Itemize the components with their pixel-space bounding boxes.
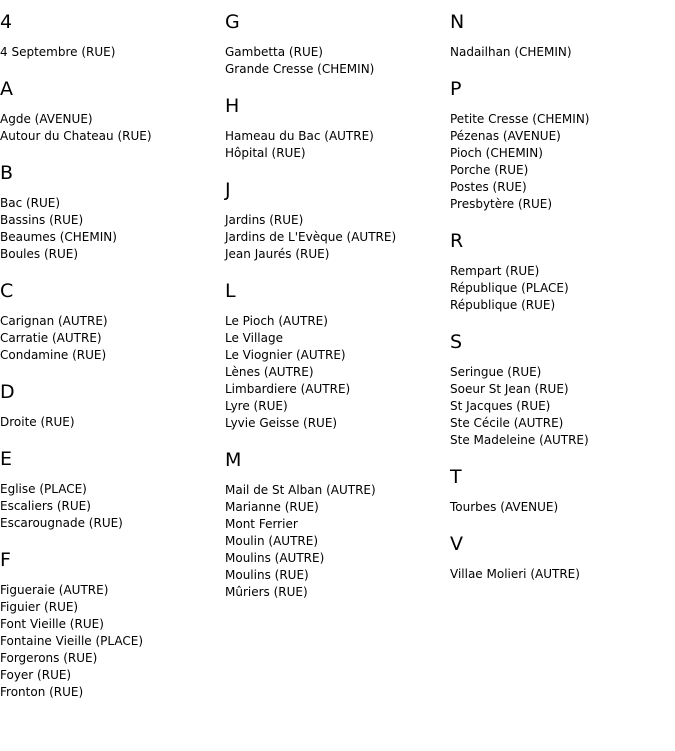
street-link[interactable]: Moulins (RUE) [225, 568, 309, 582]
street-list-item [225, 330, 445, 347]
street-link[interactable]: Le Viognier (AUTRE) [225, 348, 346, 362]
street-link[interactable]: Seringue (RUE) [450, 365, 542, 379]
street-link[interactable]: Postes (RUE) [450, 180, 527, 194]
street-link[interactable]: Fontaine Vieille (PLACE) [0, 634, 143, 648]
street-link[interactable]: Jardins (RUE) [225, 213, 304, 227]
letter-group [0, 10, 220, 61]
street-link[interactable]: Bac (RUE) [0, 196, 61, 210]
letter-group [225, 279, 445, 432]
street-list [450, 44, 670, 61]
street-list-item [0, 599, 220, 616]
street-list-item [225, 229, 445, 246]
street-list-item [450, 432, 670, 449]
street-link[interactable]: Foyer (RUE) [0, 668, 72, 682]
letter-group [450, 77, 670, 213]
letter-heading: G [225, 11, 240, 33]
letter-group [450, 465, 670, 516]
street-list-item [225, 347, 445, 364]
street-list [225, 313, 445, 432]
street-list-item [225, 61, 445, 78]
street-list-item [450, 398, 670, 415]
street-list [450, 111, 670, 213]
street-list [450, 364, 670, 449]
street-link[interactable]: Petite Cresse (CHEMIN) [450, 112, 590, 126]
street-list-item [0, 684, 220, 701]
street-link[interactable]: République (PLACE) [450, 281, 569, 295]
street-link[interactable]: 4 Septembre (RUE) [0, 45, 116, 59]
street-link[interactable]: Droite (RUE) [0, 415, 75, 429]
street-list-item [450, 566, 670, 583]
street-list-item [0, 313, 220, 330]
letter-group [450, 330, 670, 449]
street-list-item [450, 44, 670, 61]
street-list-item [450, 381, 670, 398]
street-list-item [225, 145, 445, 162]
street-list-item [225, 212, 445, 229]
street-link[interactable]: Hôpital (RUE) [225, 146, 306, 160]
street-list-item [0, 667, 220, 684]
street-link[interactable]: Ste Madeleine (AUTRE) [450, 433, 589, 447]
street-link[interactable]: Grande Cresse (CHEMIN) [225, 62, 375, 76]
street-link[interactable]: Nadailhan (CHEMIN) [450, 45, 572, 59]
letter-group [450, 229, 670, 314]
street-link[interactable]: Mont Ferrier [225, 517, 298, 531]
street-list-item [450, 280, 670, 297]
street-link[interactable]: Bassins (RUE) [0, 213, 84, 227]
street-link[interactable]: Soeur St Jean (RUE) [450, 382, 569, 396]
street-link[interactable]: Mûriers (RUE) [225, 585, 308, 599]
street-link[interactable]: Hameau du Bac (AUTRE) [225, 129, 374, 143]
street-list-item [225, 128, 445, 145]
street-list-item [0, 650, 220, 667]
street-list-item [0, 44, 220, 61]
street-list-item [225, 533, 445, 550]
street-list-item [225, 516, 445, 533]
street-list-item [225, 482, 445, 499]
letter-group [225, 94, 445, 162]
street-list-item [450, 196, 670, 213]
street-link[interactable]: St Jacques (RUE) [450, 399, 551, 413]
street-link[interactable]: Limbardiere (AUTRE) [225, 382, 351, 396]
letter-heading: E [0, 448, 13, 470]
street-link[interactable]: Agde (AVENUE) [0, 112, 93, 126]
street-list-item [450, 415, 670, 432]
street-link[interactable]: Escaliers (RUE) [0, 499, 91, 513]
letter-heading: T [450, 466, 462, 488]
street-list [450, 566, 670, 583]
street-list-item [225, 381, 445, 398]
street-link[interactable]: Mail de St Alban (AUTRE) [225, 483, 376, 497]
street-link[interactable]: Le Village [225, 331, 283, 345]
street-link[interactable]: Villae Molieri (AUTRE) [450, 567, 580, 581]
letter-heading: S [450, 331, 463, 353]
street-list [0, 44, 220, 61]
street-list-item [0, 330, 220, 347]
street-list-item [225, 415, 445, 432]
street-link[interactable]: Rempart (RUE) [450, 264, 540, 278]
street-link[interactable]: Moulin (AUTRE) [225, 534, 318, 548]
street-list-item [225, 398, 445, 415]
street-link[interactable]: Eglise (PLACE) [0, 482, 87, 496]
letter-heading: H [225, 95, 240, 117]
street-link[interactable]: Autour du Chateau (RUE) [0, 129, 152, 143]
street-link[interactable]: Marianne (RUE) [225, 500, 319, 514]
street-list-item [450, 499, 670, 516]
letter-group [225, 448, 445, 601]
street-list-item [0, 633, 220, 650]
letter-heading: A [0, 78, 13, 100]
street-link[interactable]: Figuier (RUE) [0, 600, 79, 614]
street-link[interactable]: Moulins (AUTRE) [225, 551, 325, 565]
letter-heading: C [0, 280, 14, 302]
street-link[interactable]: Condamine (RUE) [0, 348, 107, 362]
letter-group [0, 548, 220, 701]
street-link[interactable]: Carratie (AUTRE) [0, 331, 102, 345]
index-column [450, 10, 670, 599]
street-list-item [225, 246, 445, 263]
street-list [225, 128, 445, 162]
street-list-item [450, 263, 670, 280]
street-link[interactable]: Tourbes (AVENUE) [450, 500, 559, 514]
street-list-item [225, 313, 445, 330]
street-link[interactable]: Pézenas (AVENUE) [450, 129, 561, 143]
street-list-item [0, 195, 220, 212]
street-list [450, 263, 670, 314]
letter-group [450, 532, 670, 583]
street-list-item [225, 584, 445, 601]
index-column [0, 10, 220, 717]
street-list-item [450, 297, 670, 314]
letter-group [225, 10, 445, 78]
street-link[interactable]: Lyre (RUE) [225, 399, 288, 413]
street-list-item [0, 616, 220, 633]
street-list-item [450, 111, 670, 128]
street-link[interactable]: Gambetta (RUE) [225, 45, 323, 59]
letter-heading: F [0, 549, 11, 571]
street-link[interactable]: Font Vieille (RUE) [0, 617, 104, 631]
letter-heading: N [450, 11, 465, 33]
letter-group [0, 77, 220, 145]
letter-heading: B [0, 162, 14, 184]
street-list-item [0, 128, 220, 145]
street-link[interactable]: République (RUE) [450, 298, 556, 312]
street-list-item [450, 179, 670, 196]
street-list [225, 212, 445, 263]
street-list [0, 481, 220, 532]
letter-group [450, 10, 670, 61]
street-list-item [0, 212, 220, 229]
street-list [0, 582, 220, 701]
street-list [450, 499, 670, 516]
street-link[interactable]: Fronton (RUE) [0, 685, 84, 699]
letter-heading: D [0, 381, 15, 403]
index-column [225, 10, 445, 617]
street-link[interactable]: Pioch (CHEMIN) [450, 146, 543, 160]
street-list-item [0, 347, 220, 364]
street-link[interactable]: Beaumes (CHEMIN) [0, 230, 117, 244]
street-list [0, 195, 220, 263]
street-list-item [0, 246, 220, 263]
street-link[interactable]: Forgerons (RUE) [0, 651, 98, 665]
street-list-item [0, 498, 220, 515]
street-link[interactable]: Lènes (AUTRE) [225, 365, 314, 379]
street-list-item [450, 364, 670, 381]
street-list-item [225, 364, 445, 381]
street-list-item [225, 499, 445, 516]
street-list-item [225, 567, 445, 584]
letter-heading: P [450, 78, 462, 100]
street-link[interactable]: Carignan (AUTRE) [0, 314, 108, 328]
street-link[interactable]: Presbytère (RUE) [450, 197, 553, 211]
street-list-item [0, 111, 220, 128]
street-list [225, 44, 445, 78]
street-list-item [0, 229, 220, 246]
letter-heading: R [450, 230, 464, 252]
street-list [0, 414, 220, 431]
letter-group [0, 380, 220, 431]
letter-group [0, 279, 220, 364]
street-list-item [0, 515, 220, 532]
street-link[interactable]: Figueraie (AUTRE) [0, 583, 109, 597]
street-list-item [225, 44, 445, 61]
street-list-item [450, 128, 670, 145]
letter-heading: V [450, 533, 463, 555]
street-list [225, 482, 445, 601]
street-list-item [0, 582, 220, 599]
street-link[interactable]: Jean Jaurés (RUE) [225, 247, 330, 261]
letter-heading: J [225, 179, 231, 201]
street-list-item [0, 481, 220, 498]
letter-heading: M [225, 449, 242, 471]
street-list-item [450, 162, 670, 179]
street-link[interactable]: Ste Cécile (AUTRE) [450, 416, 564, 430]
street-list-item [450, 145, 670, 162]
street-link[interactable]: Escarougnade (RUE) [0, 516, 123, 530]
letter-group [0, 161, 220, 263]
letter-heading: 4 [0, 11, 13, 33]
letter-group [225, 178, 445, 263]
street-link[interactable]: Le Pioch (AUTRE) [225, 314, 328, 328]
street-link[interactable]: Boules (RUE) [0, 247, 79, 261]
street-link[interactable]: Porche (RUE) [450, 163, 529, 177]
street-link[interactable]: Jardins de L'Evèque (AUTRE) [225, 230, 397, 244]
street-link[interactable]: Lyvie Geisse (RUE) [225, 416, 338, 430]
letter-group [0, 447, 220, 532]
street-list [0, 313, 220, 364]
street-list [0, 111, 220, 145]
street-list-item [0, 414, 220, 431]
street-list-item [225, 550, 445, 567]
letter-heading: L [225, 280, 236, 302]
